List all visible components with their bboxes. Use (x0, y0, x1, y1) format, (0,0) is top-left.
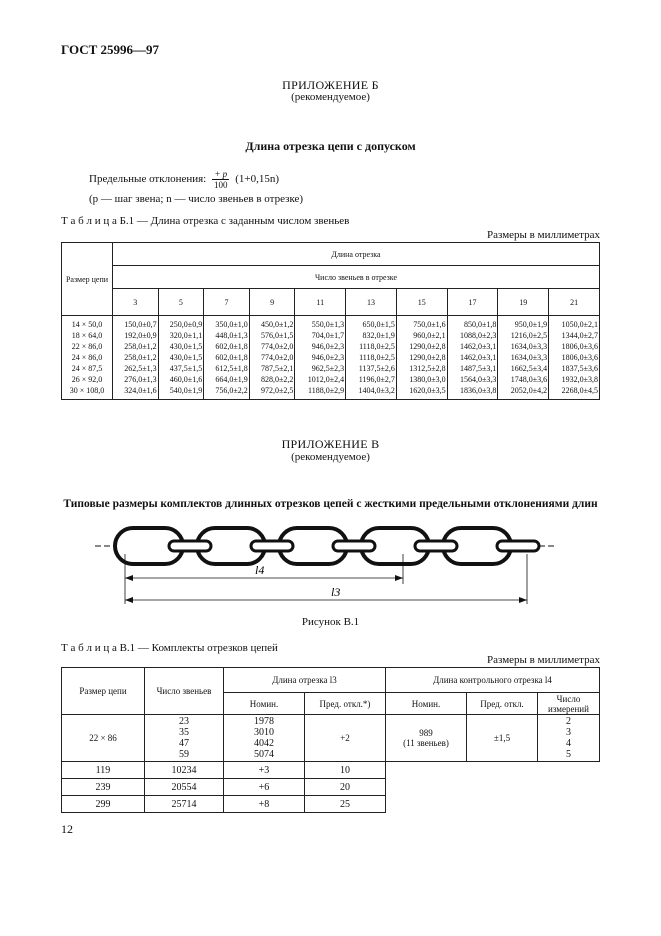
length-cell: 828,0±2,2 (249, 374, 295, 385)
table-b1-caption: Т а б л и ц а Б.1 — Длина отрезка с заданным числом звеньев (61, 215, 350, 227)
length-cell: 1012,0±2,4 (295, 374, 346, 385)
length-cell: 787,5±2,1 (249, 363, 295, 374)
length-cell: 832,0±1,9 (346, 330, 397, 341)
formula-label: Предельные отклонения: (89, 173, 207, 186)
length-cell: 664,0±1,9 (204, 374, 250, 385)
link-count-header: 9 (249, 289, 295, 316)
table-row (62, 374, 600, 385)
cell-line: 59 (179, 749, 189, 760)
header-tolerance-control: Пред. откл. (467, 693, 538, 715)
chain-links-side (169, 541, 539, 551)
length-cell: 1118,0±2,5 (346, 341, 397, 352)
length-cell: 1088,0±2,3 (447, 330, 498, 341)
dimension-l3-label: l3 (331, 585, 341, 599)
length-cell: 1806,0±3,6 (549, 341, 600, 352)
length-cell: 602,0±1,8 (204, 341, 250, 352)
chain-size-cell: 24 × 87,5 (62, 363, 113, 374)
length-cell: 576,0±1,5 (249, 330, 295, 341)
cell-line: 4042 (254, 738, 274, 749)
chain-link-side (169, 541, 211, 551)
length-cell: 258,0±1,2 (113, 341, 159, 352)
page-number: 12 (61, 822, 73, 836)
length-cell: 1196,0±2,7 (346, 374, 397, 385)
header-length-l4: Длина контрольного отрезка l4 (386, 668, 600, 693)
cell-chain-size: 22 × 86 (62, 715, 145, 762)
length-cell: 350,0±1,0 (204, 316, 250, 331)
length-cell: 1290,0±2,8 (396, 352, 447, 363)
annex-b-subtitle: (рекомендуемое) (291, 91, 370, 103)
length-cell: 960,0±2,1 (396, 330, 447, 341)
group-header-length: Длина отрезка (113, 243, 600, 266)
length-cell: 1462,0±3,1 (447, 352, 498, 363)
length-cell: 650,0±1,5 (346, 316, 397, 331)
formula-numerator: + p (212, 169, 230, 180)
header-link-count: Число звеньев (145, 668, 224, 715)
cell-links: 119 (62, 762, 145, 779)
length-cell: 437,5±1,5 (158, 363, 204, 374)
link-count-header: 17 (447, 289, 498, 316)
cell-line: 3 (566, 727, 571, 738)
table-row (62, 762, 600, 779)
cell-nominal: 25714 (145, 796, 224, 813)
link-count-header: 21 (549, 289, 600, 316)
length-cell: 540,0±1,9 (158, 385, 204, 400)
length-cell: 756,0±2,2 (204, 385, 250, 400)
length-cell: 1344,0±2,7 (549, 330, 600, 341)
table-v1-caption: Т а б л и ц а В.1 — Комплекты отрезков цепей (61, 642, 278, 654)
cell-tolerance: +2 (305, 715, 386, 762)
length-cell: 962,5±2,3 (295, 363, 346, 374)
table-row (62, 352, 600, 363)
header-chain-size: Размер цепи (62, 668, 145, 715)
cell-nominal-lengths (224, 715, 305, 762)
length-cell: 2052,0±4,2 (498, 385, 549, 400)
length-cell: 1662,5±3,4 (498, 363, 549, 374)
length-cell: 1806,0±3,6 (549, 352, 600, 363)
annex-v-title: ПРИЛОЖЕНИЕ В (281, 437, 380, 451)
length-cell: 258,0±1,2 (113, 352, 159, 363)
table-b1-units: Размеры в миллиметрах (487, 229, 600, 241)
chain-size-cell: 14 × 50,0 (62, 316, 113, 331)
length-cell: 262,5±1,3 (113, 363, 159, 374)
cell-measurement-counts (538, 715, 600, 762)
length-cell: 550,0±1,3 (295, 316, 346, 331)
length-cell: 774,0±2,0 (249, 341, 295, 352)
header-nominal: Номин. (224, 693, 305, 715)
cell-tolerance: +3 (224, 762, 305, 779)
length-cell: 430,0±1,5 (158, 352, 204, 363)
link-count-header: 5 (158, 289, 204, 316)
cell-links: 239 (62, 779, 145, 796)
length-cell: 1634,0±3,3 (498, 352, 549, 363)
length-cell: 1837,5±3,6 (549, 363, 600, 374)
length-cell: 192,0±0,9 (113, 330, 159, 341)
tolerance-formula (89, 169, 279, 190)
length-cell: 1312,5±2,8 (396, 363, 447, 374)
length-cell: 1620,0±3,5 (396, 385, 447, 400)
length-cell: 1050,0±2,1 (549, 316, 600, 331)
length-cell: 1290,0±2,8 (396, 341, 447, 352)
length-cell: 1748,0±3,6 (498, 374, 549, 385)
length-cell: 850,0±1,8 (447, 316, 498, 331)
chain-size-cell: 18 × 64,0 (62, 330, 113, 341)
cell-control-tolerance: ±1,5 (467, 715, 538, 762)
figure-caption: Рисунок В.1 (301, 616, 360, 628)
header-length-l3: Длина отрезка l3 (224, 668, 386, 693)
link-count-header: 15 (396, 289, 447, 316)
chain-size-cell: 22 × 86,0 (62, 341, 113, 352)
control-nominal-value: 989 (419, 728, 433, 738)
length-cell: 946,0±2,3 (295, 352, 346, 363)
cell-line: 2 (566, 716, 571, 727)
length-cell: 460,0±1,6 (158, 374, 204, 385)
length-cell: 750,0±1,6 (396, 316, 447, 331)
cell-count: 20 (305, 779, 386, 796)
length-cell: 1564,0±3,3 (447, 374, 498, 385)
length-cell: 950,0±1,9 (498, 316, 549, 331)
length-cell: 150,0±0,7 (113, 316, 159, 331)
header-tolerance: Пред. откл.*) (305, 693, 386, 715)
cell-line: 4 (566, 738, 571, 749)
link-count-header: 19 (498, 289, 549, 316)
annex-b-section-title: Длина отрезка цепи с допуском (245, 139, 416, 153)
cell-count: 25 (305, 796, 386, 813)
length-cell: 1462,0±3,1 (447, 341, 498, 352)
chain-figure (95, 520, 555, 610)
cell-tolerance: +6 (224, 779, 305, 796)
table-b1 (61, 242, 600, 400)
link-count-header: 3 (113, 289, 159, 316)
table-row (62, 330, 600, 341)
table-v1 (61, 667, 600, 813)
chain-link-side (415, 541, 457, 551)
length-cell: 450,0±1,2 (249, 316, 295, 331)
annex-v-section-title: Типовые размеры комплектов длинных отрезков цепей с жесткими предельными отклонениями длин (63, 498, 598, 510)
table-row (62, 341, 600, 352)
length-cell: 1487,5±3,1 (447, 363, 498, 374)
table-row (62, 316, 600, 331)
cell-line: 35 (179, 727, 189, 738)
length-cell: 1137,5±2,6 (346, 363, 397, 374)
chain-link-side (497, 541, 539, 551)
cell-line: 23 (179, 716, 189, 727)
length-cell: 612,5±1,8 (204, 363, 250, 374)
document-header: ГОСТ 25996—97 (61, 42, 160, 57)
cell-line: 1978 (254, 716, 274, 727)
cell-line: 5074 (254, 749, 274, 760)
length-cell: 972,0±2,5 (249, 385, 295, 400)
control-links: (11 звеньев) (403, 738, 449, 748)
dimension-l4-label: l4 (255, 563, 265, 577)
length-cell: 1188,0±2,9 (295, 385, 346, 400)
length-cell: 704,0±1,7 (295, 330, 346, 341)
length-cell: 1634,0±3,3 (498, 341, 549, 352)
chain-size-cell: 30 × 108,0 (62, 385, 113, 400)
chain-size-cell: 24 × 86,0 (62, 352, 113, 363)
length-cell: 430,0±1,5 (158, 341, 204, 352)
sub-header-link-count: Число звеньев в отрезке (113, 266, 600, 289)
link-count-header: 13 (346, 289, 397, 316)
annex-v-subtitle: (рекомендуемое) (291, 451, 370, 463)
length-cell: 602,0±1,8 (204, 352, 250, 363)
cell-nominal: 20554 (145, 779, 224, 796)
table-row (62, 779, 600, 796)
formula-note: (p — шаг звена; n — число звеньев в отрезке) (89, 193, 304, 205)
link-count-header: 11 (295, 289, 346, 316)
length-cell: 1836,0±3,8 (447, 385, 498, 400)
cell-line: 3010 (254, 727, 274, 738)
header-measurement-count: Число измерений (538, 693, 600, 715)
header-nominal-control: Номин. (386, 693, 467, 715)
cell-links: 299 (62, 796, 145, 813)
length-cell: 1404,0±3,2 (346, 385, 397, 400)
length-cell: 250,0±0,9 (158, 316, 204, 331)
cell-control-nominal (386, 715, 467, 762)
length-cell: 276,0±1,3 (113, 374, 159, 385)
length-cell: 324,0±1,6 (113, 385, 159, 400)
cell-count: 10 (305, 762, 386, 779)
cell-line: 5 (566, 749, 571, 760)
length-cell: 1118,0±2,5 (346, 352, 397, 363)
chain-link-side (251, 541, 293, 551)
table-row (62, 796, 600, 813)
cell-nominal: 10234 (145, 762, 224, 779)
formula-rest: (1+0,15n) (235, 173, 280, 186)
length-cell: 774,0±2,0 (249, 352, 295, 363)
chain-size-cell: 26 × 92,0 (62, 374, 113, 385)
length-cell: 946,0±2,3 (295, 341, 346, 352)
table-v1-units: Размеры в миллиметрах (487, 654, 600, 666)
col-chain-size-header: Размер цепи (62, 243, 113, 316)
cell-tolerance: +8 (224, 796, 305, 813)
formula-denominator: 100 (213, 180, 228, 190)
link-count-header: 7 (204, 289, 250, 316)
annex-b-title: ПРИЛОЖЕНИЕ Б (282, 78, 379, 92)
length-cell: 2268,0±4,5 (549, 385, 600, 400)
length-cell: 1380,0±3,0 (396, 374, 447, 385)
formula-fraction (212, 169, 230, 190)
length-cell: 320,0±1,1 (158, 330, 204, 341)
cell-link-counts (145, 715, 224, 762)
table-row (62, 363, 600, 374)
length-cell: 448,0±1,3 (204, 330, 250, 341)
table-row (62, 385, 600, 400)
chain-link-side (333, 541, 375, 551)
length-cell: 1216,0±2,5 (498, 330, 549, 341)
length-cell: 1932,0±3,8 (549, 374, 600, 385)
cell-line: 47 (179, 738, 189, 749)
